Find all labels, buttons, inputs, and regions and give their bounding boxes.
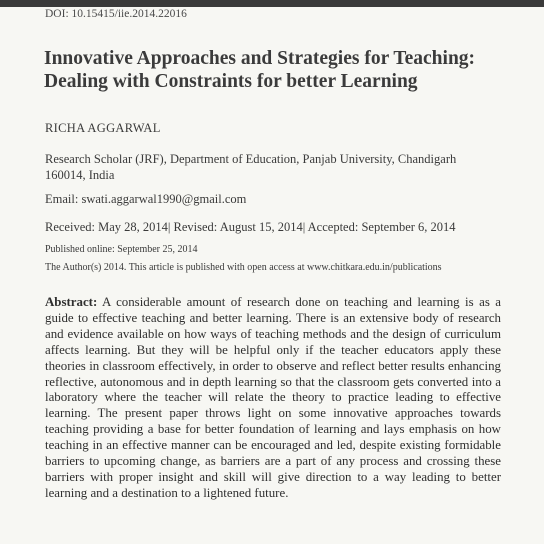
- revised-date: Revised: August 15, 2014: [173, 220, 303, 234]
- date-separator: |: [302, 220, 306, 234]
- author-affiliation: Research Scholar (JRF), Department of Education, Panjab University, Chandigarh 160014, India: [45, 152, 457, 182]
- abstract-label: Abstract:: [45, 295, 98, 309]
- license-statement: The Author(s) 2014. This article is published with open access at www.chitkara.edu.in/publications: [45, 262, 442, 273]
- accepted-date: Accepted: September 6, 2014: [307, 220, 456, 234]
- top-bar: [0, 0, 544, 7]
- received-date: Received: May 28, 2014: [45, 220, 168, 234]
- date-separator: |: [167, 220, 171, 234]
- article-dates: [45, 220, 456, 235]
- author-email[interactable]: Email: swati.aggarwal1990@gmail.com: [45, 192, 247, 206]
- paper-title: Innovative Approaches and Strategies for Teaching: Dealing with Constraints for better Learning: [44, 48, 476, 92]
- doi-line[interactable]: DOI: 10.15415/iie.2014.22016: [45, 8, 187, 20]
- author-name: RICHA AGGARWAL: [45, 121, 161, 135]
- published-online: Published online: September 25, 2014: [45, 244, 198, 255]
- abstract-text: A considerable amount of research done on teaching and learning is as a guide to effective teaching and better learning. There is an extensive body of research and evidence available on how ways of teaching methods and the design of curriculum affects learning. But they will be helpful only if the teacher educators apply these theories in classroom effectively, in order to observe and reflect better results enhancing reflective, autonomous and in depth learning so that the classroom gets converted into a laboratory where the teacher will relate the theory to practice leading to effective learning. The present paper throws light on some innovative approaches towards teaching providing a base for better foundation of learning and lays emphasis on how teaching in an effective manner can be encouraged and led, despite existing formidable barriers to upcoming change, as barriers are a part of any process and crossing these barriers with proper insight and skill will give direction to a way leading to better learning and a destination to a lightened future.: [45, 295, 502, 500]
- abstract: [45, 295, 501, 502]
